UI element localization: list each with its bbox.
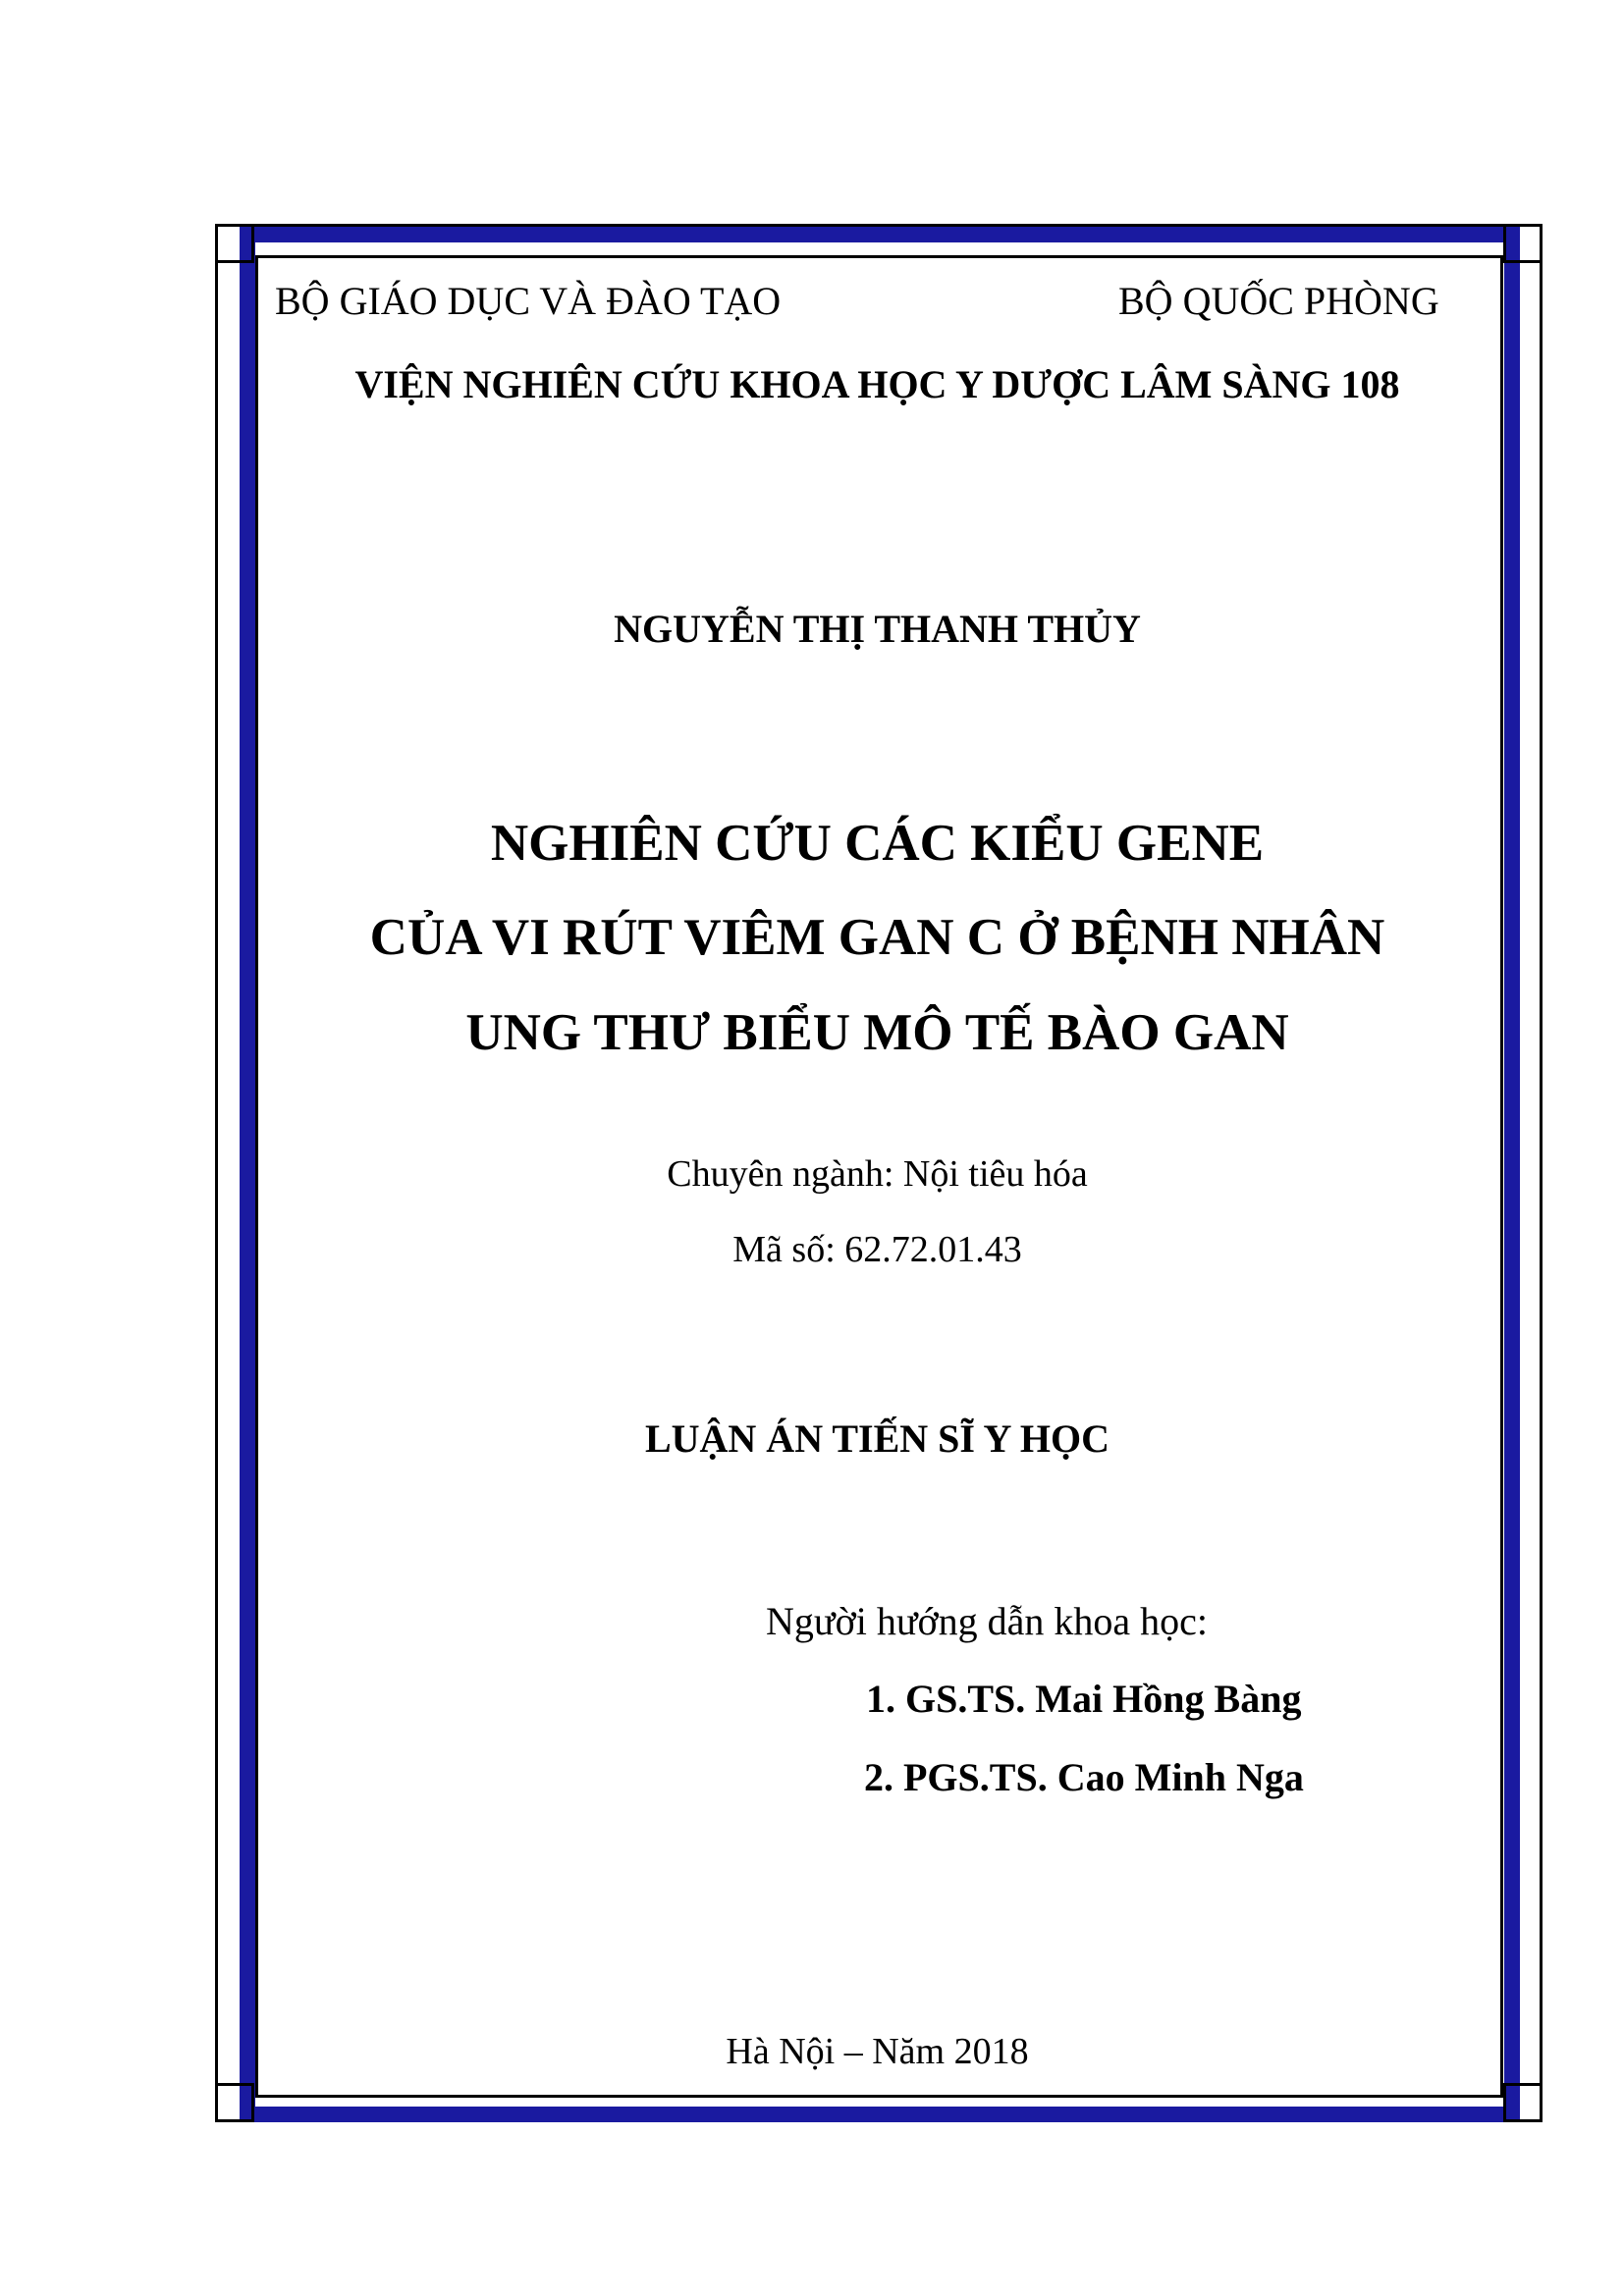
degree-type: LUẬN ÁN TIẾN SĨ Y HỌC [644,1416,1110,1461]
specialty-code: Mã số: 62.72.01.43 [732,1229,1022,1270]
corner-ornament-bottom-left [215,2083,254,2122]
corner-ornament-top-left [215,224,254,263]
supervisor-item: 2. PGS.TS. Cao Minh Nga [864,1755,1304,1799]
thesis-title-line-3: UNG THƯ BIỂU MÔ TẾ BÀO GAN [465,1004,1289,1061]
thesis-title-line-2: CỦA VI RÚT VIÊM GAN C Ở BỆNH NHÂN [369,909,1385,966]
ministry-defense: BỘ QUỐC PHÒNG [1118,279,1439,323]
institute-name: VIỆN NGHIÊN CỨU KHOA HỌC Y DƯỢC LÂM SÀNG 108 [354,362,1400,406]
author-name: NGUYỄN THỊ THANH THỦY [614,607,1141,651]
supervisor-item: 1. GS.TS. Mai Hồng Bàng [866,1677,1302,1721]
supervisors-label: Người hướng dẫn khoa học: [766,1599,1209,1643]
specialty: Chuyên ngành: Nội tiêu hóa [667,1153,1088,1195]
ministry-education: BỘ GIÁO DỤC VÀ ĐÀO TẠO [275,279,782,323]
corner-ornament-bottom-right [1503,2083,1543,2122]
corner-ornament-top-right [1503,224,1543,263]
place-and-year: Hà Nội – Năm 2018 [726,2031,1029,2072]
thesis-title-line-1: NGHIÊN CỨU CÁC KIỂU GENE [490,815,1265,872]
